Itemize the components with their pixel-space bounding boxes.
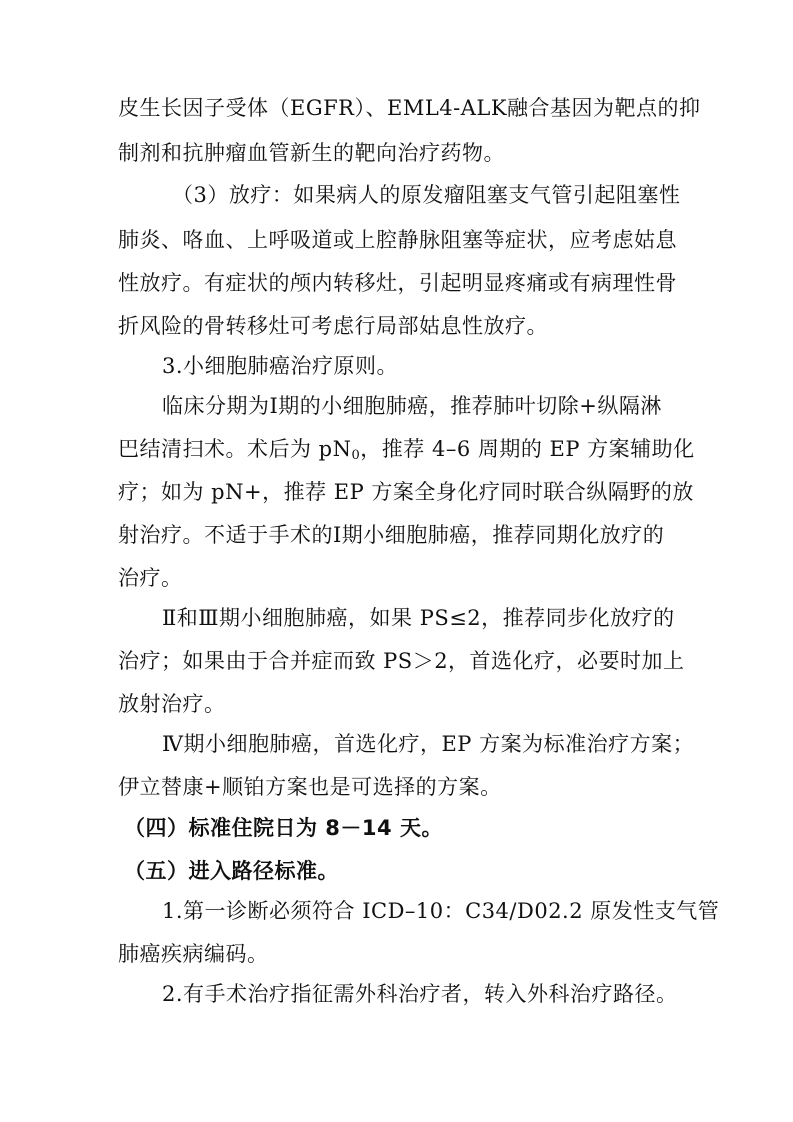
text-line: 折风险的骨转移灶可考虑行局部姑息性放疗。 bbox=[118, 314, 548, 338]
text-fragment: 巴结清扫术。术后为 pN bbox=[118, 437, 352, 461]
text-line: （3）放疗：如果病人的原发瘤阻塞支气管引起阻塞性 bbox=[172, 183, 681, 207]
text-line: 临床分期为Ⅰ期的小细胞肺癌，推荐肺叶切除+纵隔淋 bbox=[162, 394, 662, 418]
text-line: Ⅳ期小细胞肺癌，首选化疗，EP 方案为标准治疗方案； bbox=[162, 732, 695, 756]
text-line: 治疗；如果由于合并症而致 PS＞2，首选化疗，必要时加上 bbox=[118, 649, 685, 673]
text-line-with-subscript bbox=[118, 434, 695, 471]
text-fragment: ，推荐 4–6 周期的 EP 方案辅助化 bbox=[360, 437, 695, 461]
subscript-zero: 0 bbox=[351, 448, 361, 463]
text-line: 2.有手术治疗指征需外科治疗者，转入外科治疗路径。 bbox=[162, 982, 678, 1006]
text-line: 放射治疗。 bbox=[118, 692, 226, 716]
text-line: 1.第一诊断必须符合 ICD–10：C34/D02.2 原发性支气管 bbox=[162, 899, 720, 923]
section-heading: 3.小细胞肺癌治疗原则。 bbox=[162, 354, 399, 378]
text-line: 伊立替康+顺铂方案也是可选择的方案。 bbox=[118, 775, 502, 799]
text-line: 制剂和抗肿瘤血管新生的靶向治疗药物。 bbox=[118, 141, 505, 165]
text-line: 治疗。 bbox=[118, 566, 183, 590]
text-line: Ⅱ和Ⅲ期小细胞肺癌，如果 PS≤2，推荐同步化放疗的 bbox=[162, 606, 675, 630]
text-line: 皮生长因子受体（EGFR）、EML4-ALK融合基因为靶点的抑 bbox=[118, 96, 701, 120]
text-line: 性放疗。有症状的颅内转移灶，引起明显疼痛或有病理性骨 bbox=[118, 271, 677, 295]
text-line: 疗；如为 pN+，推荐 EP 方案全身化疗同时联合纵隔野的放 bbox=[118, 480, 694, 504]
subheading-entry-criteria: （五）进入路径标准。 bbox=[124, 859, 339, 883]
subheading-hospital-stay: （四）标准住院日为 8－14 天。 bbox=[124, 816, 443, 840]
text-line: 射治疗。不适于手术的Ⅰ期小细胞肺癌，推荐同期化放疗的 bbox=[118, 523, 665, 547]
text-line: 肺炎、咯血、上呼吸道或上腔静脉阻塞等症状，应考虑姑息 bbox=[118, 228, 677, 252]
text-line: 肺癌疾病编码。 bbox=[118, 942, 269, 966]
